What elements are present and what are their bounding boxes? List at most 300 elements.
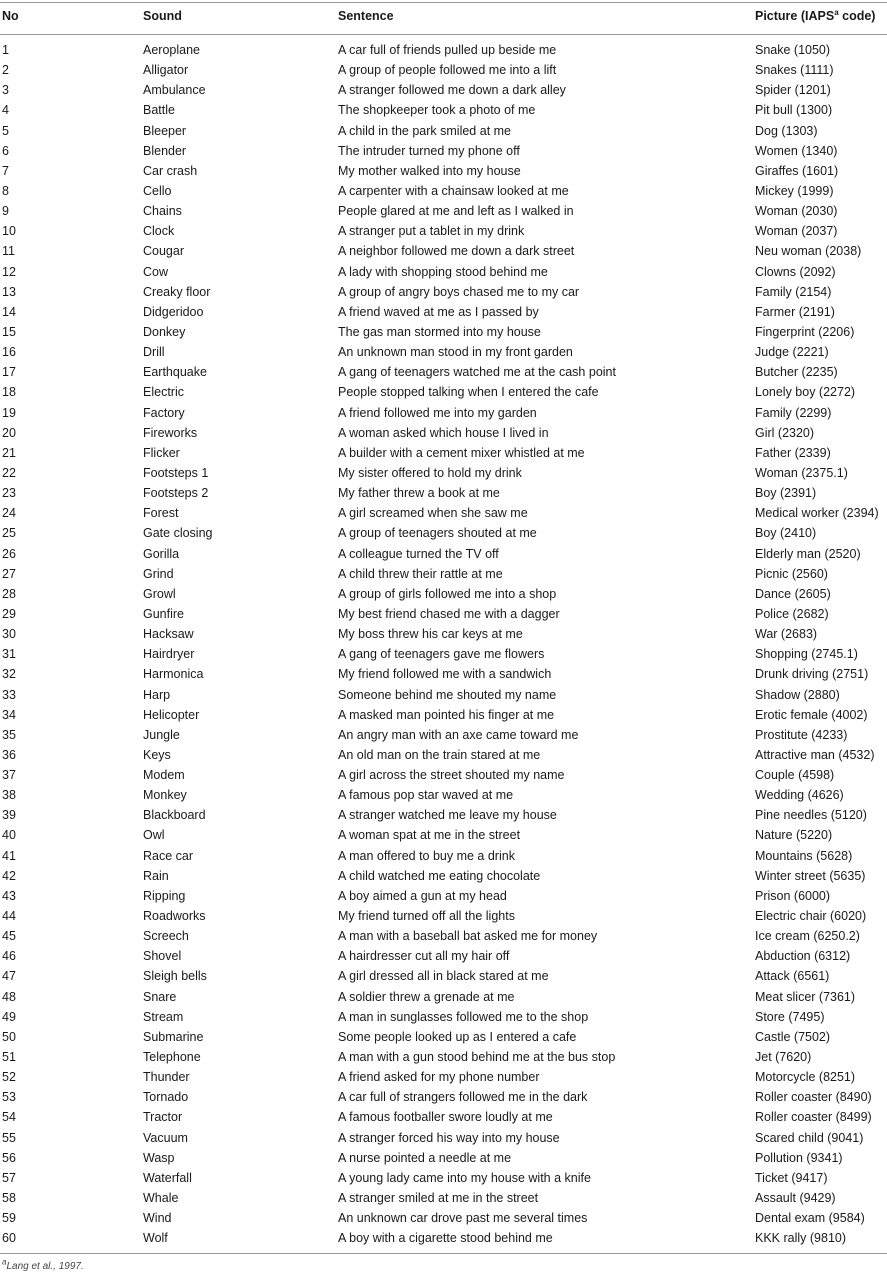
table-row xyxy=(0,282,887,302)
table-row xyxy=(0,141,887,161)
cell-picture: Farmer (2191) xyxy=(755,304,835,319)
cell-picture: Shadow (2880) xyxy=(755,687,840,702)
cell-picture: Boy (2391) xyxy=(755,486,817,501)
table-row xyxy=(0,745,887,765)
cell-no: 6 xyxy=(2,143,9,158)
cell-picture: Dog (1303) xyxy=(755,123,818,138)
cell-no: 49 xyxy=(2,1009,16,1024)
cell-sentence: Someone behind me shouted my name xyxy=(338,687,557,702)
table-row xyxy=(0,926,887,946)
cell-sound: Footsteps 2 xyxy=(143,486,209,501)
cell-sentence: My father threw a book at me xyxy=(338,486,500,501)
cell-sound: Stream xyxy=(143,1009,184,1024)
cell-picture: Pit bull (1300) xyxy=(755,103,833,118)
cell-no: 11 xyxy=(2,244,15,259)
cell-sound: Electric xyxy=(143,385,184,400)
cell-sound: Race car xyxy=(143,848,194,863)
cell-sound: Shovel xyxy=(143,949,182,964)
cell-sentence: My friend turned off all the lights xyxy=(338,909,515,924)
cell-sentence: A group of people followed me into a lift xyxy=(338,63,557,78)
cell-picture: Snake (1050) xyxy=(755,43,831,57)
table-row xyxy=(0,886,887,906)
cell-sentence: A stranger smiled at me in the street xyxy=(338,1191,539,1206)
cell-sound: Gunfire xyxy=(143,606,184,621)
table-row xyxy=(0,604,887,624)
cell-sentence: A man in sunglasses followed me to the shop xyxy=(338,1009,589,1024)
cell-no: 22 xyxy=(2,465,16,480)
cell-picture: Giraffes (1601) xyxy=(755,163,839,178)
table-row xyxy=(0,725,887,745)
cell-sentence: The gas man stormed into my house xyxy=(338,324,541,339)
cell-sentence: My best friend chased me with a dagger xyxy=(338,606,560,621)
cell-no: 34 xyxy=(2,707,16,722)
cell-no: 46 xyxy=(2,949,16,964)
table-row xyxy=(0,966,887,986)
cell-no: 15 xyxy=(2,324,16,339)
cell-no: 39 xyxy=(2,808,16,823)
table-row xyxy=(0,1107,887,1127)
cell-sentence: A child in the park smiled at me xyxy=(338,123,511,138)
cell-sentence: A colleague turned the TV off xyxy=(338,546,499,561)
table-row xyxy=(0,946,887,966)
cell-sound: Blender xyxy=(143,143,187,158)
cell-no: 55 xyxy=(2,1130,16,1145)
cell-sound: Gate closing xyxy=(143,526,213,541)
cell-picture: Electric chair (6020) xyxy=(755,909,867,924)
cell-sound: Helicopter xyxy=(143,707,200,722)
cell-picture: Shopping (2745.1) xyxy=(755,647,858,662)
cell-sound: Chains xyxy=(143,204,182,219)
cell-picture: Lonely boy (2272) xyxy=(755,385,856,400)
cell-no: 56 xyxy=(2,1150,16,1165)
cell-sentence: Some people looked up as I entered a cafe xyxy=(338,1029,577,1044)
cell-no: 3 xyxy=(2,83,9,98)
cell-sentence: My mother walked into my house xyxy=(338,163,521,178)
cell-sound: Aeroplane xyxy=(143,43,200,57)
cell-sentence: A stranger forced his way into my house xyxy=(338,1130,560,1145)
cell-sound: Drill xyxy=(143,345,165,360)
cell-sound: Ripping xyxy=(143,888,186,903)
cell-picture: Police (2682) xyxy=(755,606,829,621)
cell-picture: Ice cream (6250.2) xyxy=(755,929,860,944)
cell-picture: Prison (6000) xyxy=(755,888,831,903)
cell-sound: Thunder xyxy=(143,1070,190,1085)
cell-sound: Wolf xyxy=(143,1231,168,1246)
cell-sentence: A famous pop star waved at me xyxy=(338,788,514,803)
table-footnote xyxy=(2,1257,84,1272)
table-row xyxy=(0,221,887,241)
cell-picture: Clowns (2092) xyxy=(755,264,836,279)
table-row xyxy=(0,443,887,463)
cell-no: 58 xyxy=(2,1191,16,1206)
table-row xyxy=(0,1168,887,1188)
cell-sentence: A woman spat at me in the street xyxy=(338,828,521,843)
table-row xyxy=(0,846,887,866)
table-row xyxy=(0,463,887,483)
cell-no: 35 xyxy=(2,727,16,742)
cell-picture: Woman (2375.1) xyxy=(755,465,848,480)
footnote-text: Lang et al., 1997. xyxy=(6,1261,84,1272)
cell-no: 1 xyxy=(2,43,9,57)
cell-sentence: A man with a baseball bat asked me for money xyxy=(338,929,598,944)
cell-picture: Neu woman (2038) xyxy=(755,244,862,259)
table-row xyxy=(0,685,887,705)
cell-sound: Factory xyxy=(143,405,185,420)
cell-sentence: A girl screamed when she saw me xyxy=(338,506,528,521)
cell-no: 25 xyxy=(2,526,16,541)
cell-no: 10 xyxy=(2,224,16,239)
cell-sentence: A car full of strangers followed me in the dark xyxy=(338,1090,588,1105)
cell-sentence: People stopped talking when I entered the cafe xyxy=(338,385,599,400)
table-row xyxy=(0,403,887,423)
cell-no: 28 xyxy=(2,586,16,601)
cell-picture: Abduction (6312) xyxy=(755,949,851,964)
cell-sentence: A young lady came into my house with a knife xyxy=(338,1170,591,1185)
table-top-rule xyxy=(0,2,887,3)
cell-sentence: My boss threw his car keys at me xyxy=(338,627,523,642)
cell-no: 45 xyxy=(2,929,16,944)
table-row xyxy=(0,866,887,886)
cell-picture: Medical worker (2394) xyxy=(755,506,879,521)
cell-sound: Forest xyxy=(143,506,179,521)
cell-sentence: A group of angry boys chased me to my car xyxy=(338,284,580,299)
cell-sentence: A neighbor followed me down a dark street xyxy=(338,244,575,259)
table-body xyxy=(0,40,887,1248)
cell-sound: Jungle xyxy=(143,727,180,742)
table-row xyxy=(0,705,887,725)
cell-no: 51 xyxy=(2,1050,16,1065)
cell-no: 33 xyxy=(2,687,16,702)
cell-no: 13 xyxy=(2,284,16,299)
cell-sound: Tractor xyxy=(143,1110,183,1125)
cell-picture: War (2683) xyxy=(755,627,818,642)
cell-sound: Waterfall xyxy=(143,1170,192,1185)
cell-sentence: A group of teenagers shouted at me xyxy=(338,526,537,541)
cell-picture: Roller coaster (8490) xyxy=(755,1090,872,1105)
cell-no: 30 xyxy=(2,627,16,642)
cell-sound: Vacuum xyxy=(143,1130,188,1145)
table-row xyxy=(0,503,887,523)
cell-sound: Submarine xyxy=(143,1029,204,1044)
cell-sound: Gorilla xyxy=(143,546,180,561)
table-row xyxy=(0,906,887,926)
cell-picture: Woman (2037) xyxy=(755,224,838,239)
table-row xyxy=(0,60,887,80)
cell-no: 19 xyxy=(2,405,16,420)
cell-picture: Family (2154) xyxy=(755,284,832,299)
cell-sentence: A gang of teenagers gave me flowers xyxy=(338,647,545,662)
table-row xyxy=(0,362,887,382)
header-picture xyxy=(755,9,875,23)
cell-picture: Castle (7502) xyxy=(755,1029,831,1044)
cell-sentence: A stranger followed me down a dark alley xyxy=(338,83,566,98)
cell-no: 52 xyxy=(2,1070,16,1085)
cell-sound: Fireworks xyxy=(143,425,198,440)
cell-sentence: A friend waved at me as I passed by xyxy=(338,304,539,319)
cell-no: 36 xyxy=(2,747,16,762)
cell-sentence: A woman asked which house I lived in xyxy=(338,425,549,440)
cell-no: 29 xyxy=(2,606,16,621)
cell-sound: Hacksaw xyxy=(143,627,194,642)
cell-sentence: An unknown man stood in my front garden xyxy=(338,345,573,360)
cell-sentence: A carpenter with a chainsaw looked at me xyxy=(338,183,569,198)
table-row xyxy=(0,302,887,322)
cell-picture: Dance (2605) xyxy=(755,586,831,601)
cell-picture: Store (7495) xyxy=(755,1009,825,1024)
cell-picture: Pine needles (5120) xyxy=(755,808,867,823)
cell-no: 42 xyxy=(2,868,16,883)
cell-picture: Couple (4598) xyxy=(755,768,835,783)
cell-picture: Snakes (1111) xyxy=(755,63,834,78)
cell-picture: Woman (2030) xyxy=(755,204,838,219)
cell-sound: Roadworks xyxy=(143,909,206,924)
cell-picture: Mickey (1999) xyxy=(755,183,834,198)
table-header-rule xyxy=(0,34,887,35)
cell-sound: Wind xyxy=(143,1211,172,1226)
cell-picture: Father (2339) xyxy=(755,445,831,460)
cell-picture: Prostitute (4233) xyxy=(755,727,848,742)
cell-sentence: A girl dressed all in black stared at me xyxy=(338,969,549,984)
cell-picture: Butcher (2235) xyxy=(755,365,838,380)
cell-picture: Attack (6561) xyxy=(755,969,830,984)
table-bottom-rule xyxy=(0,1253,887,1254)
table-row xyxy=(0,564,887,584)
table-row xyxy=(0,423,887,443)
table-row xyxy=(0,80,887,100)
cell-picture: Roller coaster (8499) xyxy=(755,1110,872,1125)
cell-sentence: The intruder turned my phone off xyxy=(338,143,520,158)
cell-sound: Battle xyxy=(143,103,175,118)
cell-no: 44 xyxy=(2,909,16,924)
cell-no: 8 xyxy=(2,183,9,198)
cell-sentence: People glared at me and left as I walked in xyxy=(338,204,574,219)
cell-no: 48 xyxy=(2,989,16,1004)
cell-picture: Assault (9429) xyxy=(755,1191,836,1206)
table-row xyxy=(0,825,887,845)
cell-sentence: An unknown car drove past me several times xyxy=(338,1211,588,1226)
cell-no: 60 xyxy=(2,1231,16,1246)
cell-sentence: A masked man pointed his finger at me xyxy=(338,707,555,722)
table-row xyxy=(0,483,887,503)
cell-picture: Fingerprint (2206) xyxy=(755,324,855,339)
cell-sentence: A man offered to buy me a drink xyxy=(338,848,515,863)
cell-no: 41 xyxy=(2,848,16,863)
table-row xyxy=(0,121,887,141)
cell-no: 53 xyxy=(2,1090,16,1105)
cell-sentence: A girl across the street shouted my name xyxy=(338,768,565,783)
table-row xyxy=(0,1148,887,1168)
cell-sound: Donkey xyxy=(143,324,186,339)
cell-no: 17 xyxy=(2,365,16,380)
cell-picture: Scared child (9041) xyxy=(755,1130,864,1145)
cell-picture: Women (1340) xyxy=(755,143,838,158)
cell-sentence: A lady with shopping stood behind me xyxy=(338,264,548,279)
table-row xyxy=(0,40,887,60)
cell-no: 43 xyxy=(2,888,16,903)
cell-sound: Hairdryer xyxy=(143,647,195,662)
table-row xyxy=(0,1007,887,1027)
cell-sentence: A man with a gun stood behind me at the bus stop xyxy=(338,1050,616,1065)
header-no: No xyxy=(2,9,19,23)
cell-sound: Grind xyxy=(143,566,174,581)
cell-sound: Alligator xyxy=(143,63,189,78)
header-picture-prefix: Picture (IAPS xyxy=(755,9,835,23)
table-row xyxy=(0,664,887,684)
cell-no: 16 xyxy=(2,345,16,360)
cell-sound: Blackboard xyxy=(143,808,206,823)
cell-no: 5 xyxy=(2,123,9,138)
cell-picture: Attractive man (4532) xyxy=(755,747,875,762)
cell-no: 57 xyxy=(2,1170,16,1185)
cell-sentence: A group of girls followed me into a shop xyxy=(338,586,557,601)
cell-no: 27 xyxy=(2,566,16,581)
cell-sentence: A stranger put a tablet in my drink xyxy=(338,224,525,239)
table-row xyxy=(0,201,887,221)
cell-sentence: A stranger watched me leave my house xyxy=(338,808,557,823)
cell-sentence: A friend followed me into my garden xyxy=(338,405,537,420)
cell-sentence: A builder with a cement mixer whistled at me xyxy=(338,445,585,460)
table-row xyxy=(0,544,887,564)
cell-no: 26 xyxy=(2,546,16,561)
cell-picture: Meat slicer (7361) xyxy=(755,989,856,1004)
cell-picture: Boy (2410) xyxy=(755,526,817,541)
cell-sound: Owl xyxy=(143,828,165,843)
cell-picture: Dental exam (9584) xyxy=(755,1211,865,1226)
cell-sound: Harmonica xyxy=(143,667,204,682)
table-row xyxy=(0,523,887,543)
cell-sentence: A boy aimed a gun at my head xyxy=(338,888,507,903)
cell-no: 23 xyxy=(2,486,16,501)
table-row xyxy=(0,1128,887,1148)
table-row xyxy=(0,1208,887,1228)
cell-no: 14 xyxy=(2,304,16,319)
cell-sound: Ambulance xyxy=(143,83,206,98)
table-row xyxy=(0,1087,887,1107)
cell-sound: Snare xyxy=(143,989,177,1004)
cell-picture: Elderly man (2520) xyxy=(755,546,861,561)
cell-sound: Sleigh bells xyxy=(143,969,207,984)
cell-no: 21 xyxy=(2,445,16,460)
cell-sound: Earthquake xyxy=(143,365,207,380)
cell-sound: Bleeper xyxy=(143,123,187,138)
table-row xyxy=(0,1067,887,1087)
cell-sentence: The shopkeeper took a photo of me xyxy=(338,103,536,118)
cell-no: 38 xyxy=(2,788,16,803)
cell-picture: Erotic female (4002) xyxy=(755,707,868,722)
table-row xyxy=(0,584,887,604)
header-picture-suffix: code) xyxy=(838,9,876,23)
table-row xyxy=(0,382,887,402)
cell-picture: Drunk driving (2751) xyxy=(755,667,869,682)
cell-no: 37 xyxy=(2,768,16,783)
table-row xyxy=(0,765,887,785)
cell-sound: Tornado xyxy=(143,1090,189,1105)
cell-no: 31 xyxy=(2,647,16,662)
cell-picture: Motorcycle (8251) xyxy=(755,1070,856,1085)
cell-picture: Nature (5220) xyxy=(755,828,833,843)
cell-sentence: An old man on the train stared at me xyxy=(338,747,541,762)
cell-picture: Winter street (5635) xyxy=(755,868,866,883)
table-row xyxy=(0,100,887,120)
cell-sound: Creaky floor xyxy=(143,284,211,299)
cell-picture: Jet (7620) xyxy=(755,1050,812,1065)
cell-sound: Car crash xyxy=(143,163,198,178)
cell-picture: Family (2299) xyxy=(755,405,832,420)
cell-sound: Cow xyxy=(143,264,169,279)
cell-sentence: A famous footballer swore loudly at me xyxy=(338,1110,553,1125)
cell-sentence: My sister offered to hold my drink xyxy=(338,465,522,480)
cell-sentence: A car full of friends pulled up beside me xyxy=(338,43,557,57)
table-row xyxy=(0,322,887,342)
cell-sound: Keys xyxy=(143,747,171,762)
table-row xyxy=(0,1228,887,1248)
cell-picture: KKK rally (9810) xyxy=(755,1231,847,1246)
cell-sound: Screech xyxy=(143,929,189,944)
cell-sound: Monkey xyxy=(143,788,187,803)
cell-sentence: A nurse pointed a needle at me xyxy=(338,1150,512,1165)
header-sound: Sound xyxy=(143,9,182,23)
cell-sound: Clock xyxy=(143,224,175,239)
cell-picture: Girl (2320) xyxy=(755,425,815,440)
cell-no: 12 xyxy=(2,264,16,279)
table-row xyxy=(0,785,887,805)
table-row xyxy=(0,805,887,825)
table-row xyxy=(0,1047,887,1067)
footnote-marker: a xyxy=(2,1257,7,1267)
cell-sound: Whale xyxy=(143,1191,179,1206)
cell-no: 32 xyxy=(2,667,16,682)
cell-sound: Didgeridoo xyxy=(143,304,204,319)
cell-no: 47 xyxy=(2,969,16,984)
cell-sound: Modem xyxy=(143,768,185,783)
table-row xyxy=(0,241,887,261)
cell-sentence: A child watched me eating chocolate xyxy=(338,868,541,883)
cell-sound: Cougar xyxy=(143,244,184,259)
cell-no: 40 xyxy=(2,828,16,843)
cell-no: 2 xyxy=(2,63,9,78)
cell-sound: Flicker xyxy=(143,445,180,460)
cell-picture: Wedding (4626) xyxy=(755,788,844,803)
cell-sentence: A gang of teenagers watched me at the cash point xyxy=(338,365,616,380)
cell-sound: Footsteps 1 xyxy=(143,465,209,480)
cell-sound: Cello xyxy=(143,183,172,198)
table-row xyxy=(0,987,887,1007)
cell-no: 18 xyxy=(2,385,16,400)
cell-no: 54 xyxy=(2,1110,16,1125)
table-row xyxy=(0,262,887,282)
cell-sound: Rain xyxy=(143,868,169,883)
cell-picture: Spider (1201) xyxy=(755,83,831,98)
cell-sentence: A soldier threw a grenade at me xyxy=(338,989,515,1004)
cell-picture: Pollution (9341) xyxy=(755,1150,843,1165)
table-row xyxy=(0,644,887,664)
cell-sentence: My friend followed me with a sandwich xyxy=(338,667,552,682)
cell-picture: Ticket (9417) xyxy=(755,1170,828,1185)
cell-sound: Telephone xyxy=(143,1050,201,1065)
cell-sentence: A friend asked for my phone number xyxy=(338,1070,540,1085)
cell-no: 7 xyxy=(2,163,9,178)
cell-sound: Harp xyxy=(143,687,171,702)
cell-sentence: An angry man with an axe came toward me xyxy=(338,727,579,742)
table-row xyxy=(0,181,887,201)
table-row xyxy=(0,624,887,644)
table-row xyxy=(0,1027,887,1047)
cell-sentence: A child threw their rattle at me xyxy=(338,566,503,581)
cell-sound: Wasp xyxy=(143,1150,175,1165)
cell-no: 50 xyxy=(2,1029,16,1044)
cell-sentence: A boy with a cigarette stood behind me xyxy=(338,1231,553,1246)
cell-no: 20 xyxy=(2,425,16,440)
